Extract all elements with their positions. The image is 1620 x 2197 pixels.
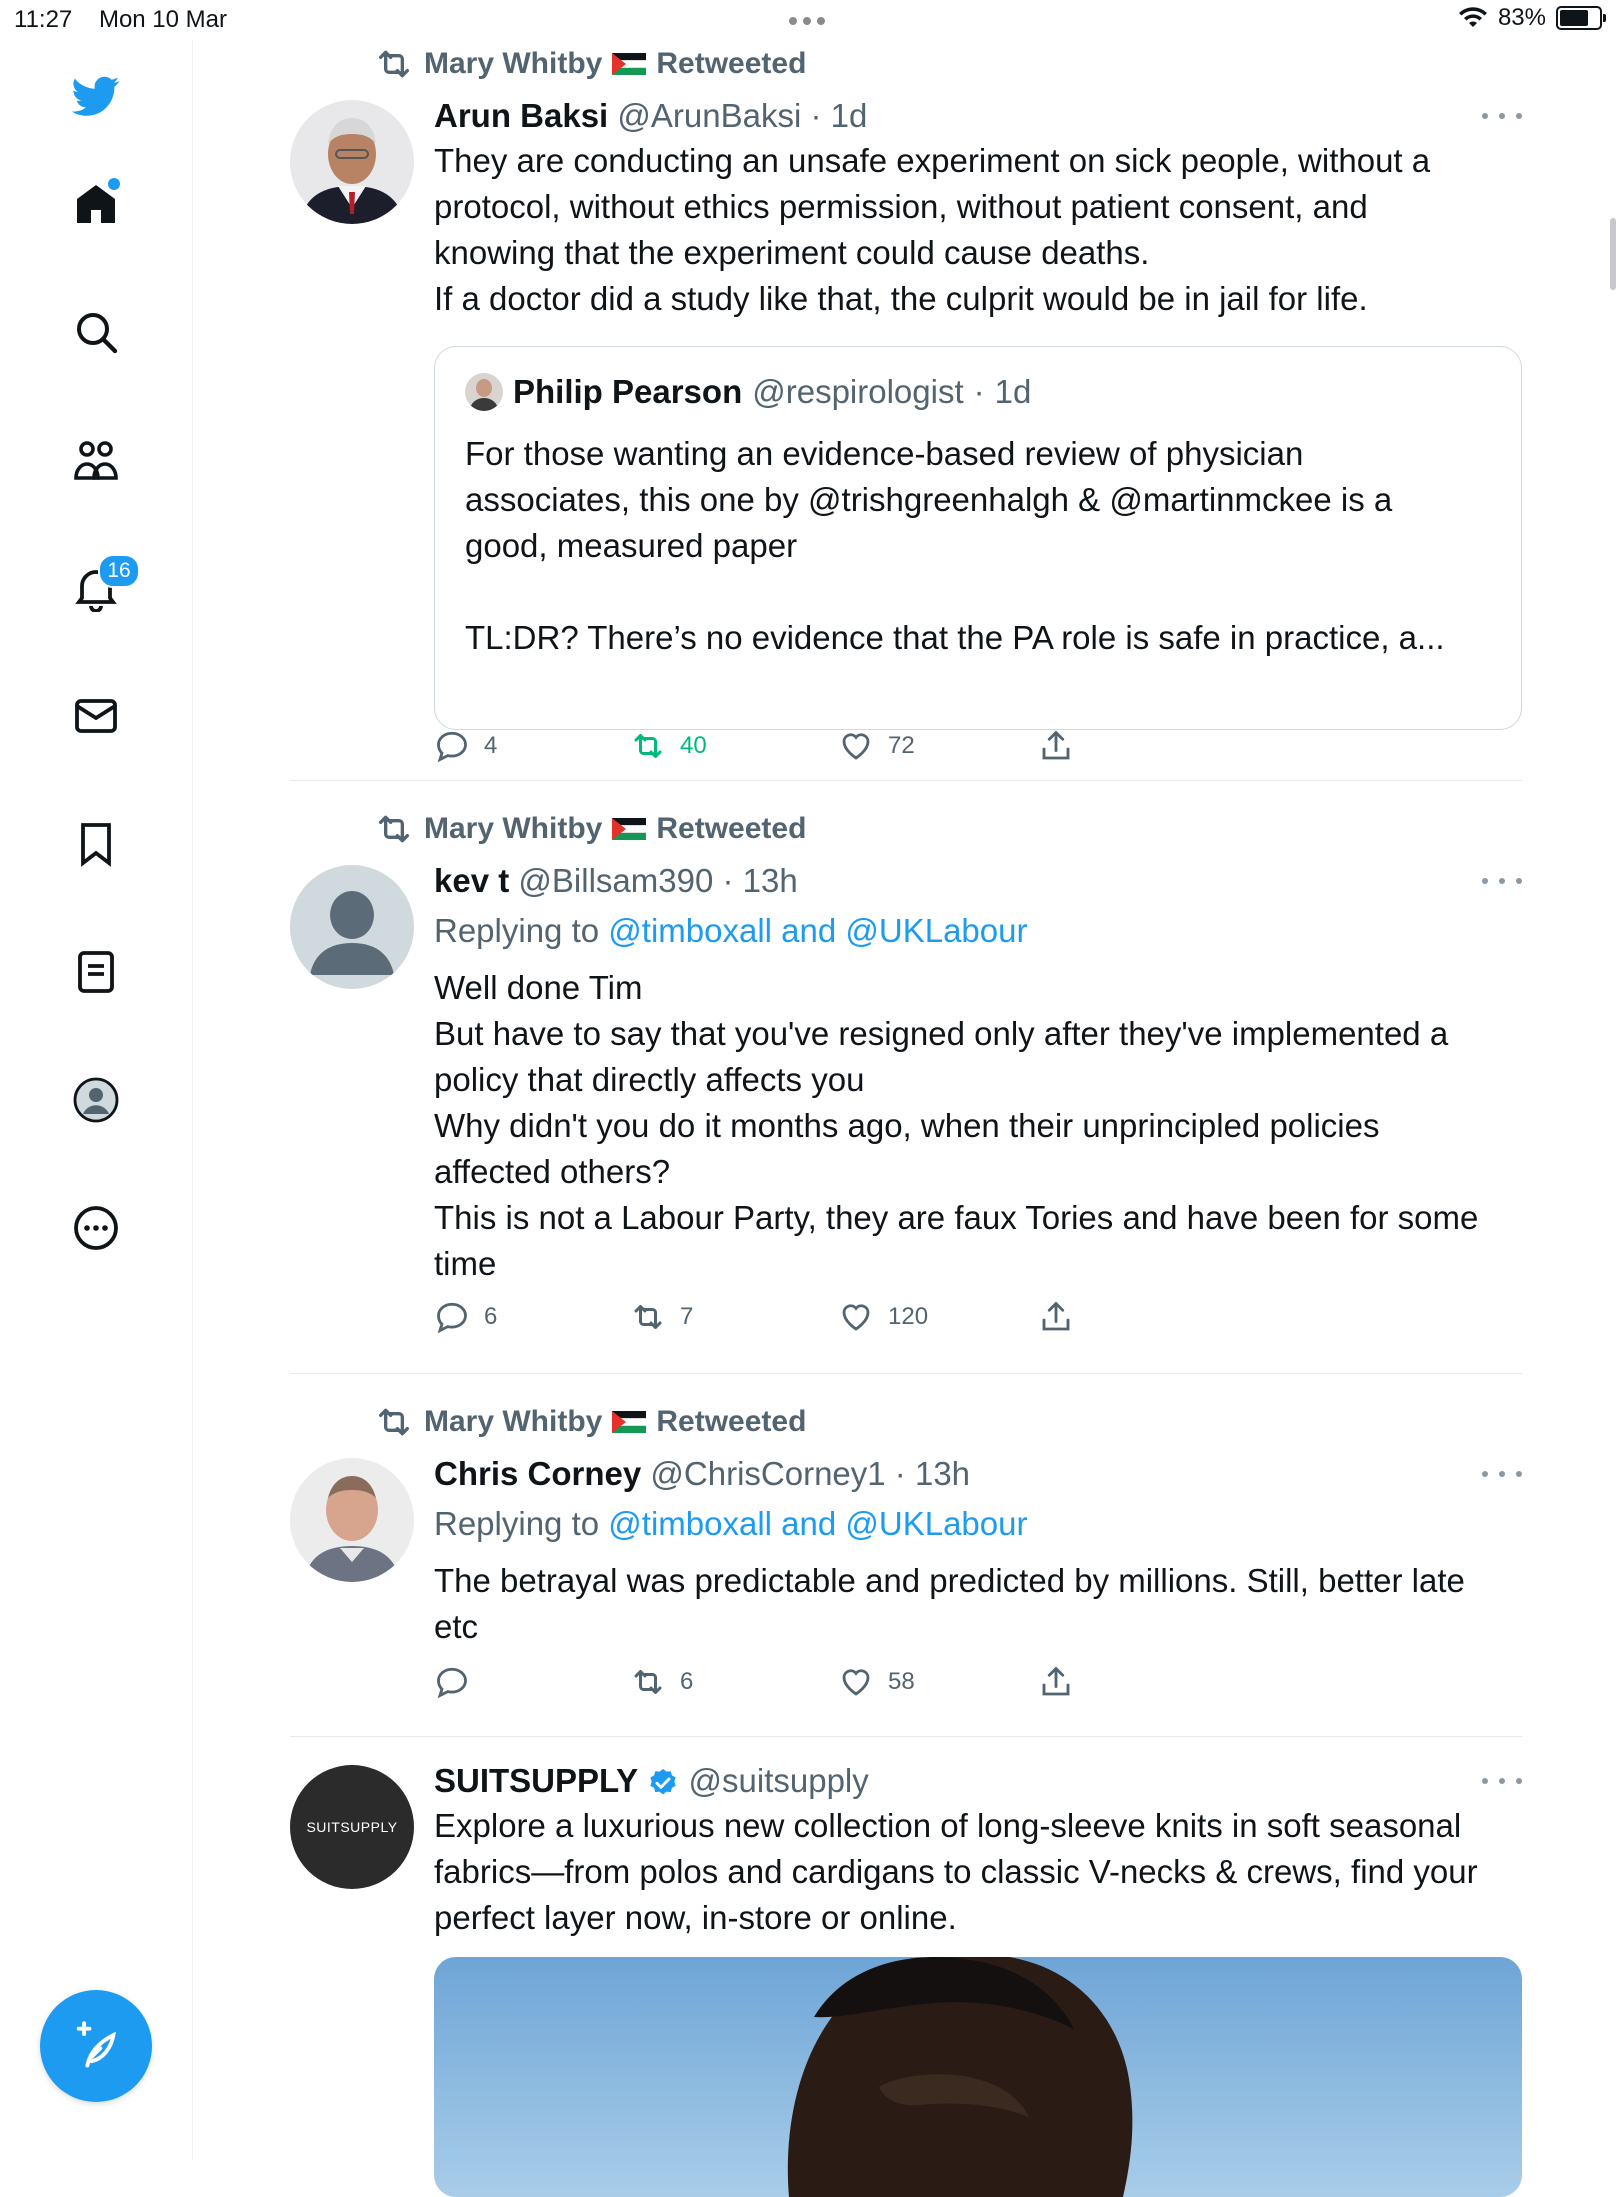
status-time: 11:27 [14,6,73,33]
retweeted-label: Retweeted [656,812,807,845]
bookmarks-icon[interactable] [62,810,130,878]
retweet-icon [630,728,666,764]
author-handle[interactable]: @ChrisCorney1 [650,1455,886,1492]
tweet[interactable]: Mary Whitby Retweeted kev t @Billsam390 · 13h Replying to @timboxall and @UKLabour Well done Tim But have to say that you've resigned only after they've implemented a policy that directly affects you Why didn't you do it months ago, when their unprincipled policies affected others? This is not a Labour Party, they are faux Tories and have been for some time 6 7 120 [290,781,1522,1374]
avatar [465,373,503,411]
reply-count: 6 [484,1303,498,1330]
avatar[interactable] [290,865,414,989]
tweet-actions [434,1664,1134,1708]
replying-to-users[interactable]: @timboxall and @UKLabour [608,1505,1028,1542]
like-button[interactable] [838,1299,928,1335]
author-handle[interactable]: @Billsam390 [518,862,714,899]
more-options-icon[interactable] [1482,1464,1522,1484]
reply-icon [434,728,470,764]
tweet[interactable]: Mary Whitby Retweeted Arun Baksi @ArunBaksi · 1d They are conducting an unsafe experiment on sick people, without a protocol, without ethics permission, without patient consent, and knowing that the experiment could cause deaths. If a doctor did a study like that, the culprit would be in jail for life. Philip Pearson @respirologist · 1d For those wanting an evidence-based review of physician associates, this one by @trishgreenhalgh & @martinmckee is a good, measured paper TL:DR? There’s no evidence that the PA role is safe in practice, a... 4 40 72 [290,40,1522,781]
retweet-icon [374,44,414,84]
author-name[interactable]: Arun Baksi [434,97,609,134]
quote-time: 1d [994,373,1032,410]
timeline-feed [290,40,1522,2197]
compose-tweet-icon [70,2020,122,2072]
retweet-button[interactable] [630,1664,693,1700]
retweet-indicator [374,809,806,849]
retweet-button[interactable] [630,728,707,764]
profile-icon[interactable] [62,1066,130,1134]
avatar[interactable] [290,100,414,224]
reply-button[interactable] [434,728,497,764]
status-date: Mon 10 Mar [98,6,228,33]
author-name[interactable]: kev t [434,862,510,899]
wifi-icon [1458,6,1488,30]
replying-to-users[interactable]: @timboxall and @UKLabour [608,912,1028,949]
retweeted-label: Retweeted [656,47,807,80]
retweeter-name[interactable]: Mary Whitby [424,1405,603,1438]
retweeter-name[interactable]: Mary Whitby [424,47,603,80]
status-bar [0,0,1620,40]
communities-icon[interactable] [62,426,130,494]
share-icon [1038,1299,1074,1335]
quote-author-name: Philip Pearson [513,373,743,410]
retweet-count: 40 [680,732,707,759]
notifications-icon[interactable] [62,554,130,622]
battery-percent: 83% [1497,4,1546,31]
author-handle[interactable]: @suitsupply [688,1762,869,1799]
tweet[interactable] [290,1737,1522,2197]
share-icon [1038,728,1074,764]
retweeter-name[interactable]: Mary Whitby [424,812,603,845]
reply-button[interactable] [434,1299,497,1335]
battery-level [1560,10,1588,26]
palestine-flag-icon [612,818,646,840]
tweet-text: They are conducting an unsafe experiment on sick people, without a protocol, without ethics permission, without patient consent, and knowing that the experiment could cause deaths. If a doctor did a study like that, the culprit would be in jail for life. [434,142,1431,317]
tweet-image[interactable] [434,1957,1522,2197]
notifications-badge: 16 [98,554,140,588]
tweet-time[interactable]: 13h [914,1455,971,1492]
quoted-tweet[interactable]: Philip Pearson @respirologist · 1d For those wanting an evidence-based review of physician associates, this one by @trishgreenhalgh & @martinmckee is a good, measured paper TL:DR? There’s no evidence that the PA role is safe in practice, a... [434,346,1522,730]
messages-icon[interactable] [62,682,130,750]
home-icon[interactable] [62,170,130,238]
tweet-text: Well done Tim But have to say that you've resigned only after they've implemented a policy that directly affects you Why didn't you do it months ago, when their unprincipled policies affected others? This is not a Labour Party, they are faux Tories and have been for some time [434,969,1479,1282]
home-unread-dot [108,178,120,190]
lists-icon[interactable] [62,938,130,1006]
heart-icon [838,728,874,764]
avatar-text: SUITSUPPLY [306,1819,398,1835]
battery-icon [1556,6,1602,30]
retweet-button[interactable] [630,1299,693,1335]
more-options-icon[interactable] [1482,106,1522,126]
more-options-icon[interactable] [1482,871,1522,891]
search-icon[interactable] [62,298,130,366]
like-count: 58 [888,1668,915,1695]
retweet-icon [374,1402,414,1442]
share-icon [1038,1664,1074,1700]
tweet-time[interactable]: 1d [830,97,868,134]
twitter-logo-icon[interactable] [62,62,130,130]
multitasking-dots-icon[interactable] [786,12,828,30]
tweet-time[interactable]: 13h [742,862,798,899]
verified-badge-icon [647,1767,679,1799]
reply-count: 4 [484,732,498,759]
retweet-indicator [374,44,806,84]
author-name[interactable]: SUITSUPPLY [434,1762,639,1799]
more-icon[interactable] [62,1194,130,1262]
retweeted-label: Retweeted [656,1405,807,1438]
scrollbar[interactable] [1610,218,1616,290]
author-handle[interactable]: @ArunBaksi [617,97,802,134]
retweet-indicator [374,1402,806,1442]
palestine-flag-icon [612,1411,646,1433]
retweet-count: 6 [680,1668,694,1695]
more-options-icon[interactable] [1482,1771,1522,1791]
share-button[interactable] [1038,728,1074,764]
share-button[interactable] [1038,1299,1074,1335]
retweet-count: 7 [680,1303,694,1330]
like-count: 72 [888,732,915,759]
avatar[interactable] [290,1458,414,1582]
replying-to-label: Replying to [434,1505,600,1542]
like-button[interactable] [838,1664,915,1700]
tweet-text: Explore a luxurious new collection of long-sleeve knits in soft seasonal fabrics—from polos and cardigans to classic V-necks & crews, find your perfect layer now, in-store or online. [434,1807,1478,1936]
like-button[interactable] [838,728,915,764]
reply-icon [434,1299,470,1335]
reply-button[interactable] [434,1664,484,1700]
palestine-flag-icon [612,53,646,75]
retweet-icon [374,809,414,849]
quote-author-handle: @respirologist [752,373,964,410]
sidebar-nav [0,40,193,2160]
reply-icon [434,1664,470,1700]
tweet[interactable]: Mary Whitby Retweeted Chris Corney @ChrisCorney1 · 13h Replying to @timboxall and @UKLabour The betrayal was predictable and predicted by millions. Still, better late etc 6 58 [290,1374,1522,1737]
share-button[interactable] [1038,1664,1074,1700]
retweet-icon [630,1664,666,1700]
tweet-actions [434,728,1134,772]
retweet-icon [630,1299,666,1335]
author-name[interactable]: Chris Corney [434,1455,642,1492]
tweet-actions [434,1299,1134,1343]
quote-text: For those wanting an evidence-based review of physician associates, this one by @trishgreenhalgh & @martinmckee is a good, measured paper TL:DR? There’s no evidence that the PA role is safe in practice, a... [465,435,1445,656]
tweet-text: The betrayal was predictable and predicted by millions. Still, better late etc [434,1562,1465,1645]
compose-tweet-button[interactable] [40,1990,152,2102]
replying-to-label: Replying to [434,912,600,949]
heart-icon [838,1664,874,1700]
avatar[interactable] [290,1765,414,1889]
heart-icon [838,1299,874,1335]
like-count: 120 [888,1303,929,1330]
